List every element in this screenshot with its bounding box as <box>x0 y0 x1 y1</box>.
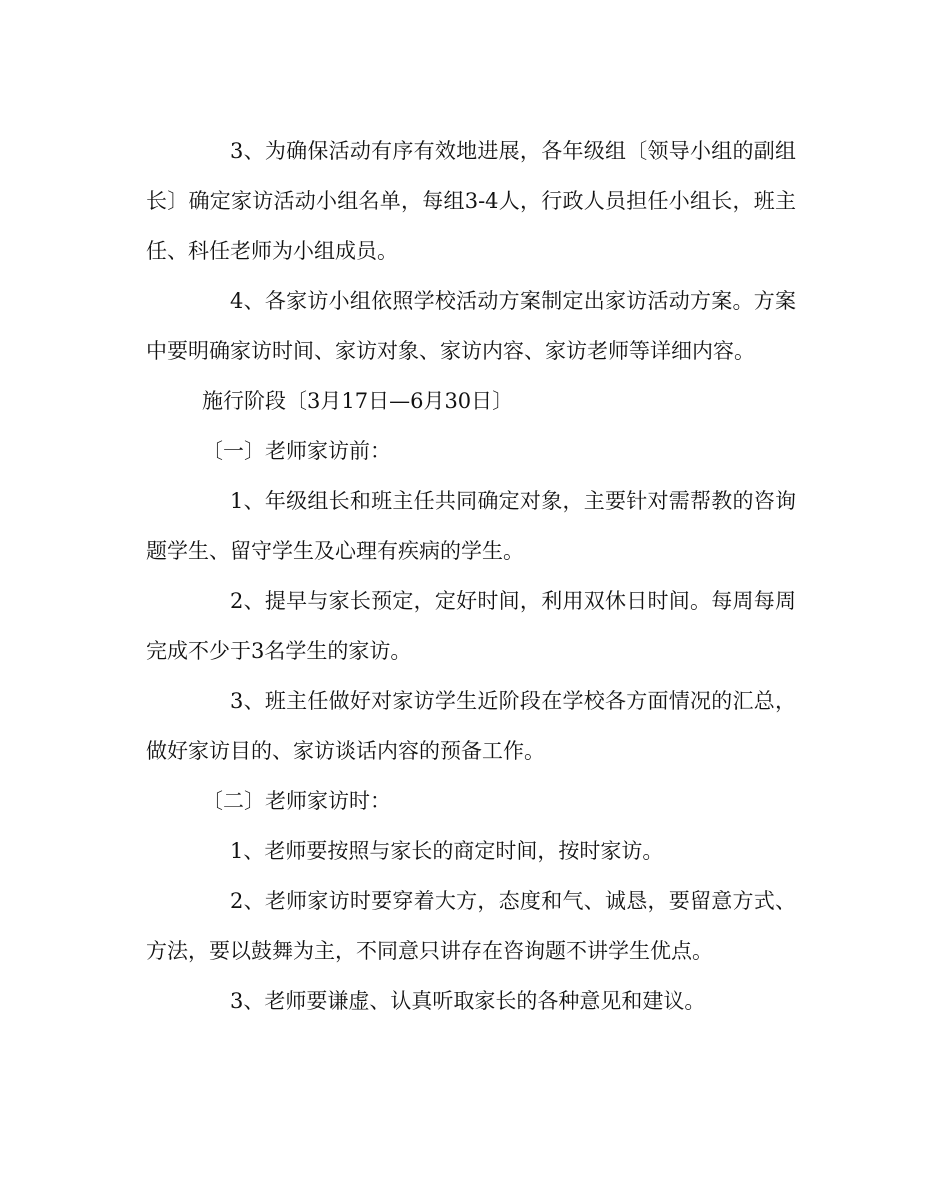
paragraph-preparation: 3、班主任做好对家访学生近阶段在学校各方面情况的汇总，做好家访目的、家访谈话内容的预备工作。 <box>146 689 796 763</box>
paragraph-listening: 3、老师要谦虚、认真听取家长的各种意见和建议。 <box>230 989 706 1013</box>
paragraph-punctuality: 1、老师要按照与家长的商定时间，按时家访。 <box>230 839 664 863</box>
paragraph-plan: 4、各家访小组依照学校活动方案制定出家访活动方案。方案中要明确家访时间、家访对象、家访内容、家访老师等详细内容。 <box>146 289 796 363</box>
paragraph-appointment: 2、提早与家长预定，定好时间，利用双休日时间。每周每周完成不少于3名学生的家访。 <box>146 589 796 663</box>
paragraph-manner: 2、老师家访时要穿着大方，态度和气、诚恳，要留意方式、方法，要以鼓舞为主，不同意只讲存在咨询题不讲学生优点。 <box>146 889 796 963</box>
document-body <box>146 126 796 1026</box>
paragraph-grouping: 3、为确保活动有序有效地进展，各年级组〔领导小组的副组长〕确定家访活动小组名单，每组3-4人，行政人员担任小组长，班主任、科任老师为小组成员。 <box>146 139 796 263</box>
section-heading-implementation: 施行阶段〔3月17日—6月30日〕 <box>202 389 514 413</box>
paragraph-targets: 1、年级组长和班主任共同确定对象，主要针对需帮教的咨询题学生、留守学生及心理有疾病的学生。 <box>146 489 796 563</box>
subheading-during-visit: 〔二〕老师家访时： <box>202 789 391 813</box>
subheading-before-visit: 〔一〕老师家访前： <box>202 439 391 463</box>
